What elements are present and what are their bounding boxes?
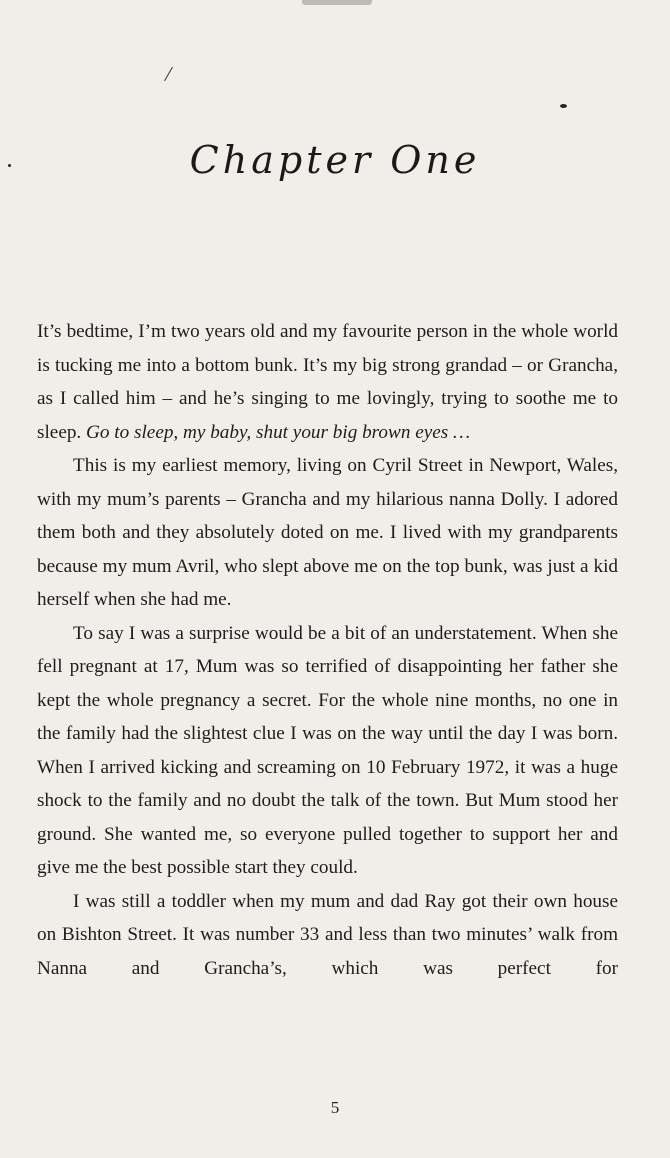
page-number: 5: [330, 1098, 340, 1117]
page-edge-mark: [302, 0, 372, 5]
paragraph: This is my earliest memory, living on Cyril Street in Newport, Wales, with my mum’s parents – Grancha and my hilarious nanna Dolly. I adored them both and they absolutely doted on me. I lived with my grandparents because my mum Avril, who slept above me on the top bunk, was just a kid herself when she had me.: [37, 455, 618, 610]
ink-speck: [560, 104, 567, 108]
ink-stroke: [164, 67, 173, 81]
paragraph: To say I was a surprise would be a bit of an understatement. When she fell pregnant at 17, Mum was so terrified of disappointing her father she kept the whole pregnancy a secret. For the whole nine months, no one in the family had the slightest clue I was on the way until the day I was born. When I arrived kicking and screaming on 10 February 1972, it was a huge shock to the family and no doubt the talk of the town. But Mum stood her ground. She wanted me, so everyone pulled together to support her and give me the best possible start they could.: [37, 622, 618, 878]
paragraph-text: It’s bedtime, I’m two years old and my favourite person in the whole world is tucking me into a bottom bunk. It’s my big strong grandad – or Grancha, as I called him – and he’s singing to me lovingly, trying to soothe me to sleep.: [37, 321, 618, 443]
paragraph: I was still a toddler when my mum and dad Ray got their own house on Bishton Street. It was number 33 and less than two minutes’ walk from Nanna and Grancha’s, which was perfect for: [37, 890, 618, 979]
lullaby-lyric: Go to sleep, my baby, shut your big brown eyes …: [86, 421, 471, 443]
chapter-title: Chapter One: [189, 138, 481, 182]
chapter-body: [37, 315, 618, 985]
paragraph: [37, 315, 618, 449]
